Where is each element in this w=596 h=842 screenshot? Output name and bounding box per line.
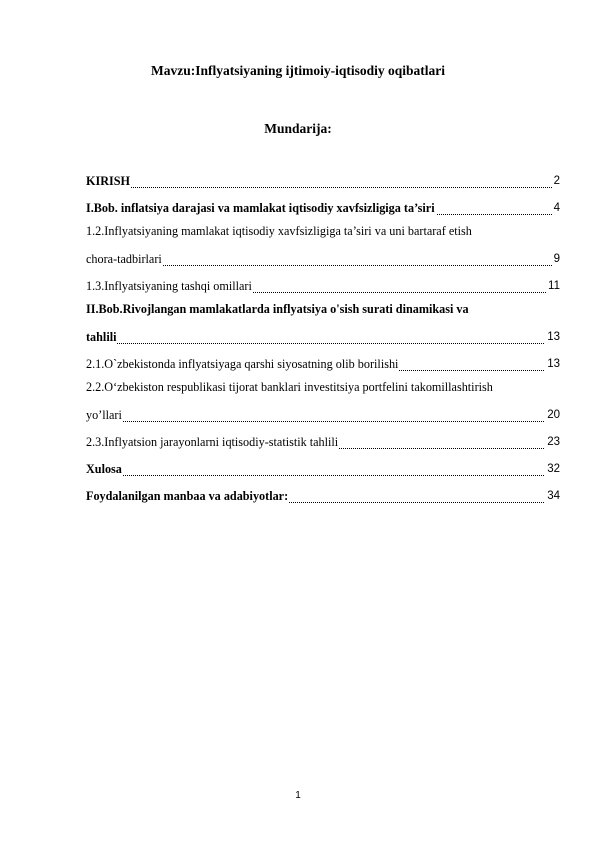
toc-entry-line[interactable] bbox=[86, 246, 560, 273]
dot-leader bbox=[86, 419, 560, 422]
toc-entry-line[interactable] bbox=[86, 351, 560, 378]
toc-entry-title: I.Bob. inflatsiya darajasi va mamlakat iqtisodiy xavfsizligiga ta’siri bbox=[86, 201, 435, 215]
toc-entry-title: 1.2.Inflyatsiyaning mamlakat iqtisodiy xavfsizligiga ta’siri va uni bartaraf etish bbox=[86, 224, 472, 238]
toc-entry-title: 2.3.Inflyatsion jarayonlarni iqtisodiy-statistik tahlili bbox=[86, 435, 339, 449]
table-of-contents bbox=[86, 168, 560, 510]
dot-leader bbox=[86, 473, 560, 476]
toc-entry-line[interactable] bbox=[86, 378, 560, 402]
toc-entry-line[interactable] bbox=[86, 222, 560, 246]
toc-entry-line[interactable] bbox=[86, 168, 560, 195]
toc-entry-page: 34 bbox=[545, 483, 560, 510]
toc-entry-title: KIRISH bbox=[86, 174, 131, 188]
toc-entry-page: 13 bbox=[545, 351, 560, 378]
toc-entry-title: Foydalanilgan manbaa va adabiyotlar: bbox=[86, 489, 289, 503]
toc-entry-page: 20 bbox=[545, 402, 560, 429]
dot-leader bbox=[86, 185, 560, 188]
toc-entry-line[interactable] bbox=[86, 195, 560, 222]
toc-entry-line[interactable] bbox=[86, 429, 560, 456]
toc-entry-line[interactable] bbox=[86, 483, 560, 510]
toc-entry-title: yo’llari bbox=[86, 408, 122, 422]
toc-heading: Mundarija: bbox=[264, 121, 332, 136]
toc-entry-title: Xulosa bbox=[86, 462, 122, 476]
toc-entry-title: II.Bob.Rivojlangan mamlakatlarda inflyatsiya o'sish surati dinamikasi va bbox=[86, 302, 469, 316]
toc-entry-page: 23 bbox=[545, 429, 560, 456]
toc-entry-page: 11 bbox=[546, 273, 560, 300]
dot-leader bbox=[86, 341, 560, 344]
toc-entry-page: 4 bbox=[552, 195, 560, 222]
toc-entry-title: 2.2.O‘zbekiston respublikasi tijorat banklari investitsiya portfelini takomillashtirish bbox=[86, 380, 493, 394]
page-number: 1 bbox=[295, 790, 301, 801]
toc-entry-title: 1.3.Inflyatsiyaning tashqi omillari bbox=[86, 279, 252, 293]
toc-entry-title: 2.1.O`zbekistonda inflyatsiyaga qarshi siyosatning olib borilishi bbox=[86, 357, 399, 371]
toc-entry-page: 9 bbox=[552, 246, 560, 273]
toc-entry-line[interactable] bbox=[86, 300, 560, 324]
toc-entry-page: 2 bbox=[552, 168, 560, 195]
toc-entry-line[interactable] bbox=[86, 456, 560, 483]
toc-entry-line[interactable] bbox=[86, 402, 560, 429]
toc-entry-line[interactable] bbox=[86, 324, 560, 351]
toc-entry-title: tahlili bbox=[86, 330, 117, 344]
toc-entry-title: chora-tadbirlari bbox=[86, 252, 162, 266]
toc-entry-page: 32 bbox=[545, 456, 560, 483]
toc-entry-line[interactable] bbox=[86, 273, 560, 300]
document-topic: Mavzu:Inflyatsiyaning ijtimoiy-iqtisodiy oqibatlari bbox=[150, 63, 446, 78]
toc-entry-page: 13 bbox=[545, 324, 560, 351]
